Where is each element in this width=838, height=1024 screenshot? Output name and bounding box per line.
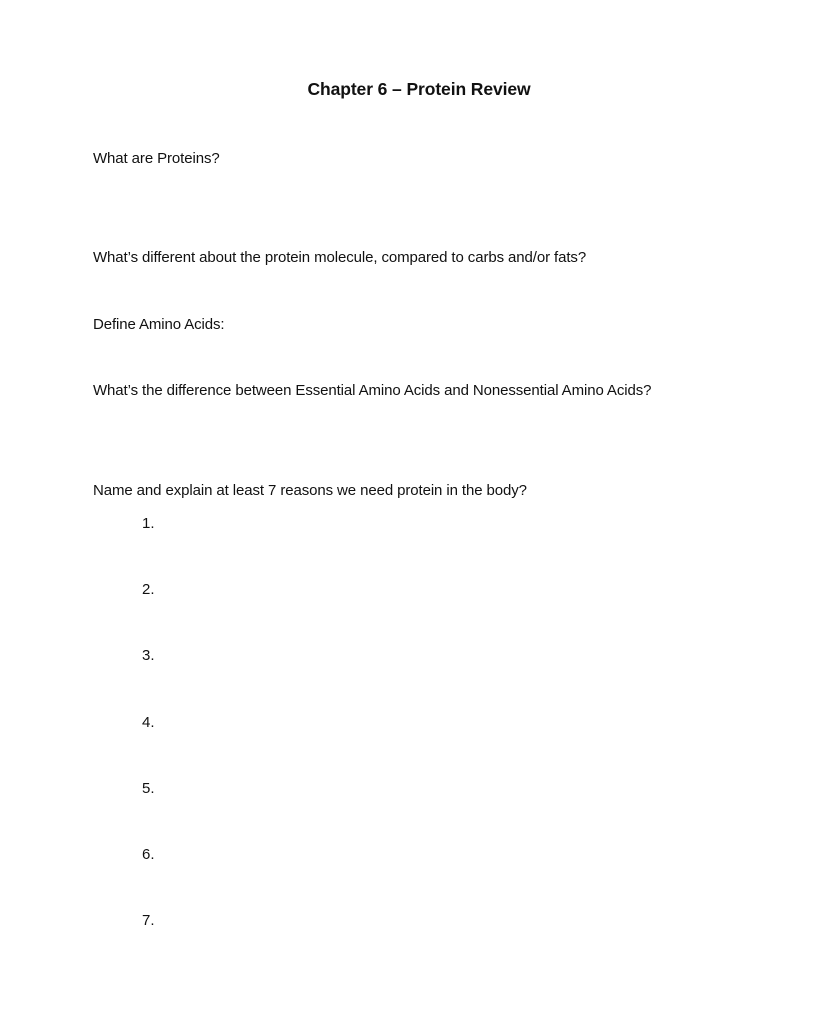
reason-number-5: 5. xyxy=(142,780,155,797)
reason-number-2: 2. xyxy=(142,581,155,598)
question-essential-vs-nonessential: What’s the difference between Essential Amino Acids and Nonessential Amino Acids? xyxy=(93,382,652,399)
reason-number-6: 6. xyxy=(142,846,155,863)
question-what-are-proteins: What are Proteins? xyxy=(93,150,220,167)
question-protein-molecule-difference: What’s different about the protein molecule, compared to carbs and/or fats? xyxy=(93,249,587,266)
question-reasons-need-protein: Name and explain at least 7 reasons we need protein in the body? xyxy=(93,482,527,499)
page-title: Chapter 6 – Protein Review xyxy=(307,79,531,99)
reason-number-4: 4. xyxy=(142,714,155,731)
reason-number-3: 3. xyxy=(142,647,155,664)
reason-number-1: 1. xyxy=(142,515,155,532)
question-define-amino-acids: Define Amino Acids: xyxy=(93,316,225,333)
reason-number-7: 7. xyxy=(142,912,155,929)
